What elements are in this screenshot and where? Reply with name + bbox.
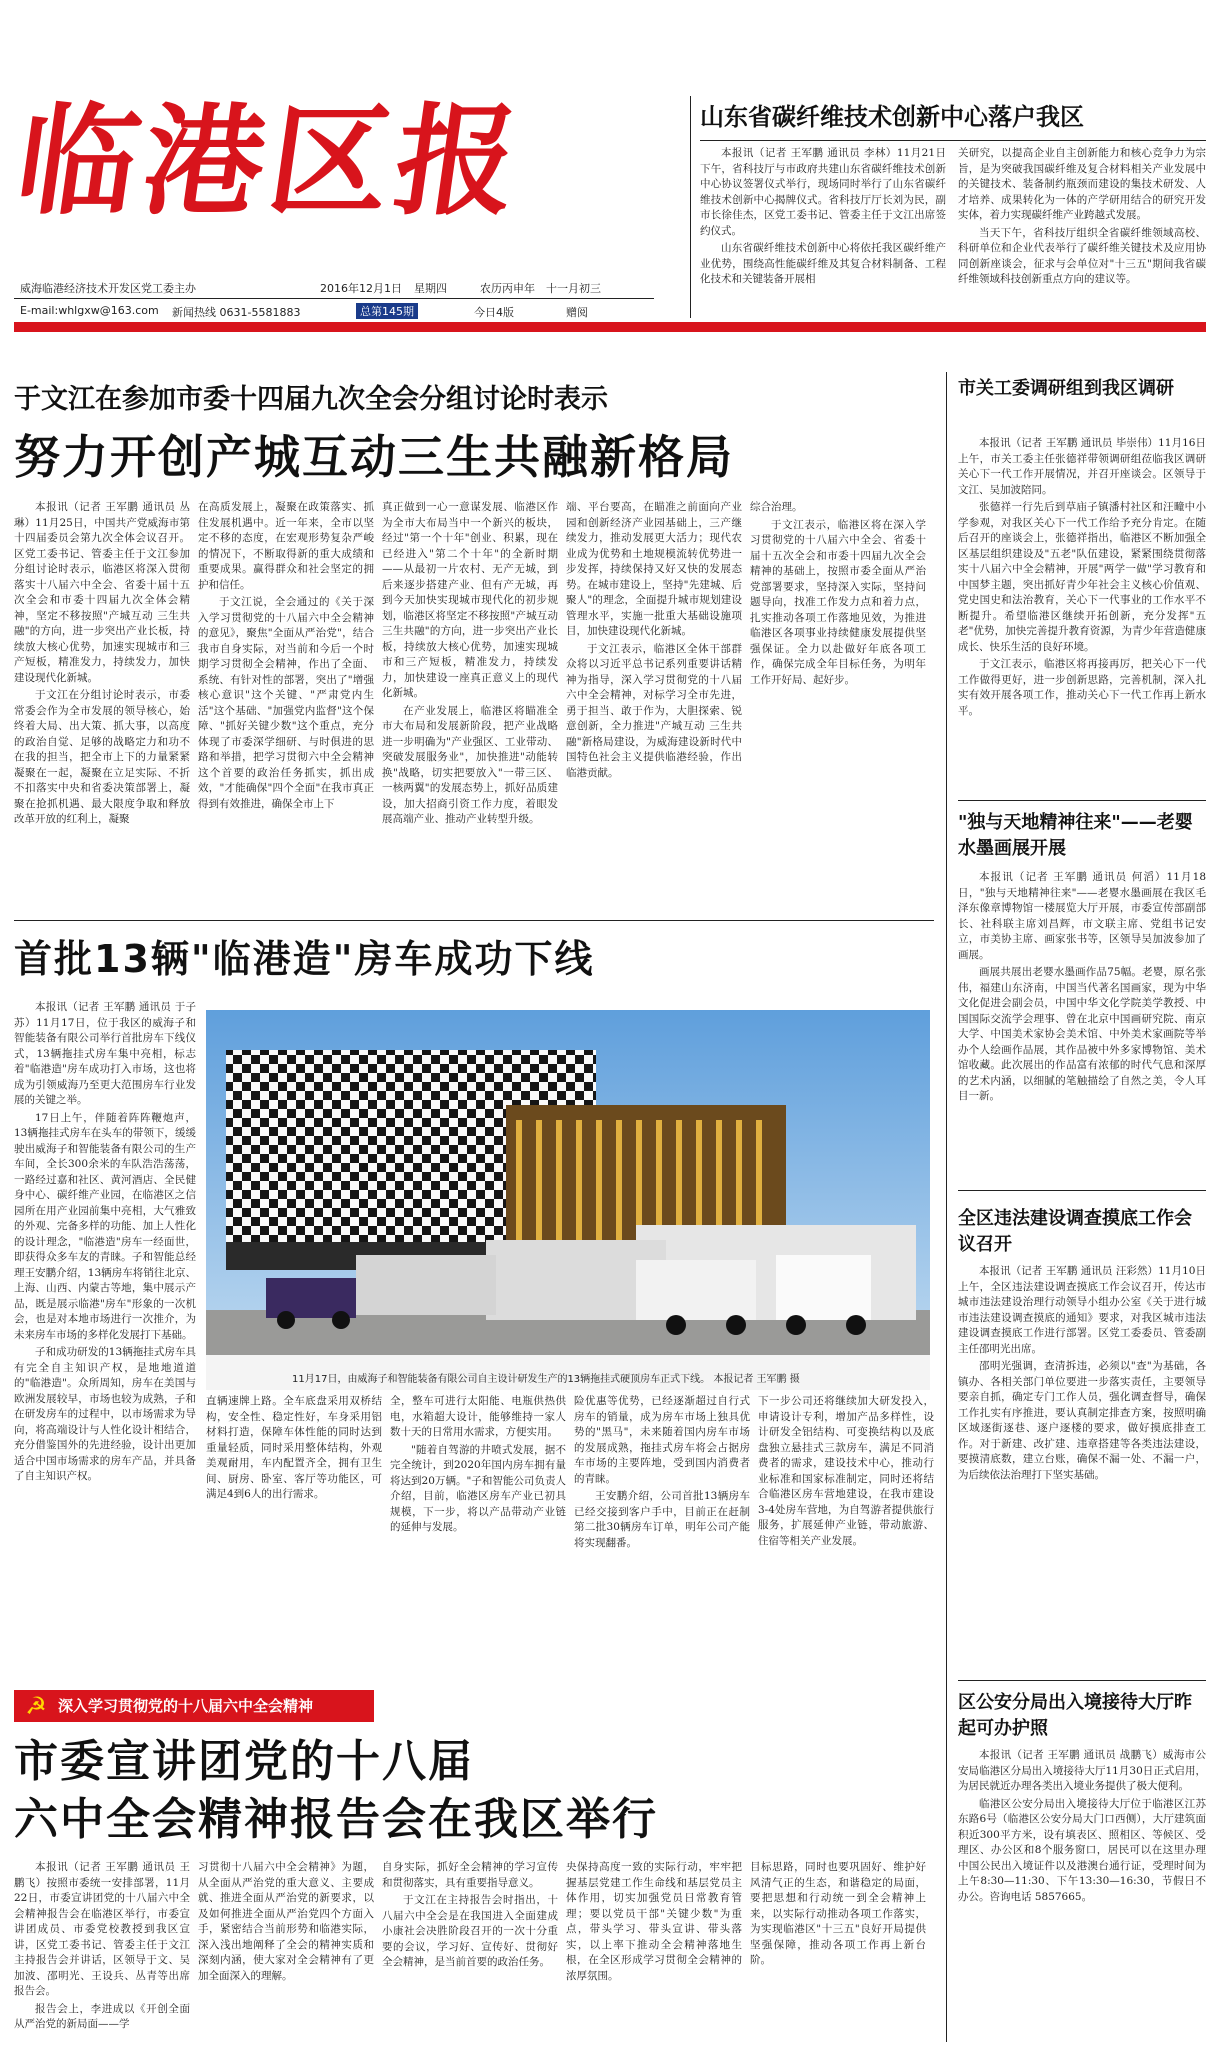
car-col-1-cont <box>14 1410 196 1704</box>
paragraph: 于文江表示，临港区将再接再厉，把关心下一代工作做得更好，进一步创新思路，完善机制，深入扎实有效开展各项工作，推动关心下一代工作再上新水平。 <box>958 658 1206 717</box>
paragraph: 本报讯（记者 王军鹏 通讯员 毕崇伟）11月16日上午，市关工委主任张德祥带领调研组莅临我区调研关心下一代工作开展情况，并召开座谈会。区领导于文江、吴加波陪同。 <box>958 437 1206 496</box>
paragraph: 本报讯（记者 王军鹏 通讯员 丛琳）11月25日，中国共产党威海市第十四届委员会第九次全体会议召开。区党工委书记、管委主任于文江参加分组讨论时表示，临港区将深入贯彻落实十八届六中全会、省委十届十五次全会和市委十四届九次全体会精神，坚定不移按照"产城互动 三生共融"的方向，进一步突出产业长板，持续放大核心优势，加速实现城市和三产短板，精准发力，持续发力，加快建设现代化新城。 <box>14 501 190 684</box>
publisher: 威海临港经济技术开发区党工委主办 <box>20 282 196 295</box>
paragraph: 张德祥一行先后到草庙子镇潘村社区和汪疃中小学参观，对我区关心下一代工作给予充分肯定。在随后召开的座谈会上，张德祥指出，临港区不断加强全区基层组织建设及"五老"队伍建设，紧紧围绕贯彻落实十八届六中全会精神，开展"两学一做"学习教育和中国梦主题，突出抓好青少年社会主义核心价值观、党史国史和法治教育，关心下一代事业的工作水平不断提升。希望临港区继续开拓创新，充分发挥"五老"优势，加快完善提升教育资源，为青少年营造健康成长、快乐生活的良好环境。 <box>958 501 1206 653</box>
right-a3-headline: 全区违法建设调查摸底工作会议召开 <box>958 1208 1192 1255</box>
paragraph: 于文江在主持报告会时指出，十八届六中全会是在我国进入全面建成小康社会决胜阶段召开的一次十分重要的会议，学习好、宣传好、贯彻好全会精神，是当前首要的政治任务。 <box>382 1894 558 1968</box>
paragraph: 下一步公司还将继续加大研发投入，申请设计专利，增加产品多样性，设计研发全铝结构、可变换结构以及底盘独立悬挂式三款房车，满足不同消费者的需求，建设技术中心，推动行业标准和国家标准制定，同时还将结合临港区房车营地建设，在我市建设3-4处房车营地，为自驾游者提供旅行服务，扩展延伸产业链，带动旅游、住宿等相关产业发展。 <box>758 1395 934 1547</box>
paragraph: 本报讯（记者 王军鹏 通讯员 汪彩然）11月10日上午，全区违法建设调查摸底工作会议召开，传达市城市违法建设治理行动领导小组办公室《关于进行城市违法建设调查摸底的通知》要求，对我区城市违法建设调查摸底工作进行部署。区党工委委员、管委副主任邵明光出席。 <box>958 1265 1206 1355</box>
bottom-headline-2: 六中全会精神报告会在我区举行 <box>14 1794 658 1845</box>
top-right-headline: 山东省碳纤维技术创新中心落户我区 <box>700 103 1084 131</box>
party-emblem-icon: ☭ <box>25 1692 47 1720</box>
paragraph: 全，整车可进行太阳能、电瓶供热供电，水箱超大设计，能够维持一家人数十天的日常用水需求，方便实用。 <box>390 1395 566 1438</box>
lead-col-3 <box>382 500 558 906</box>
news-hotline: 新闻热线 0631-5581883 <box>172 306 301 319</box>
paragraph: 于文江在分组讨论时表示，市委常委会作为全市发展的领导核心，始终着大局、出大策、抓大事，以高度的政治自觉、足够的战略定力和功不在我的担当，把全市上下的力量紧紧凝聚在一起，凝聚在立足实际、不折不扣落实中央和省委决策部署上，凝聚在抢抓机遇、最大限度争取和释放改革开放的红利上，凝聚 <box>14 689 190 825</box>
paragraph: 于文江表示，临港区全体干部群众将以习近平总书记系列重要讲话精神为指导，深入学习贯彻党的十八届六中全会精神，对标学习全市先进，勇于担当、敢于作为，大胆探索、锐意创新，全力推进"产城互动 三生共融"新格局建设，为威海建设新时代中国特色社会主义提供临港经验，作出临港贡献。 <box>566 642 742 779</box>
right-a2-body <box>958 870 1206 1180</box>
bottom-col-5 <box>750 1860 926 2050</box>
lead-col-5 <box>750 500 926 906</box>
page-count: 今日4版 <box>474 306 514 319</box>
paragraph: 本报讯（记者 王军鹏 通讯员 于子苏）11月17日，位于我区的威海子和智能装备有限公司举行首批房车下线仪式，13辆拖挂式房车集中亮相，标志着"临港造"房车成功打入市场，这也将成为引领威海乃至更大范围房车行业发展的关键之举。 <box>14 1001 196 1106</box>
right-a1-headline: 市关工委调研组到我区调研 <box>958 378 1174 399</box>
paragraph: 17日上午，伴随着阵阵鞭炮声，13辆拖挂式房车在头车的带领下，缓缓驶出威海子和智能装备有限公司的生产车间，全长300余米的车队浩浩荡荡，一路经过嘉和社区、黄河酒店、全民健身中心、碳纤维产业园，在临港区之信园所在用产业园前集中亮相，大气雅致的外观、完备多样的功能、加上人性化的设计理念，"临港造"房车一经面世，即获得众多车友的青睐。子和智能总经理王安鹏介绍，13辆房车将销往北京、上海、山西、内蒙古等地，集中展示产品，既是展示临港"房车"形象的一次机会，也是对本地市场进行一次推介，为未来房车市场的多样化发展打下基础。 <box>14 1111 196 1341</box>
paragraph: 险优惠等优势，已经逐渐超过自行式房车的销量，成为房车市场上独具优势的"黑马"，未来随着国内房车市场的发展成熟，拖挂式房车将会占据房车市场的主要阵地，受到国内消费者的青睐。 <box>574 1395 750 1485</box>
paragraph: 临港区公安分局出入境接待大厅位于临港区江苏东路6号（临港区公安分局大门口西侧），大厅建筑面积近300平方米，设有填表区、照相区、等候区、受理区、办公区和8个服务窗口，居民可以在这里办理中国公民出入境证件以及港澳台通行证，受理时间为上午8:30—11:30、下午13:30—16:30，节假日不办公。咨询电话 5857665。 <box>958 1797 1206 1903</box>
paragraph: 本报讯（记者 王军鹏 通讯员 何滔）11月18日，"独与天地精神往来"——老婴水墨画展在我区毛泽东像章博物馆一楼展览大厅开展，市委宣传部副部长、社科联主席刘昌辉，市文联主席、党组书记安立，市美协主席、画家张书等，区领导吴加波参加了画展。 <box>958 871 1206 961</box>
paragraph: 本报讯（记者 王军鹏 通讯员 王鹏飞）按照市委统一安排部署，11月22日，市委宣讲团党的十八届六中全会精神报告会在临港区举行，市委宣讲团成员、市委党校教授到我区宣讲，区党工委书记、管委主任于文江主持报告会并讲话，区领导于文、吴加波、邵明光、王设兵、丛青等出席报告会。 <box>14 1861 190 1997</box>
paragraph: 报告会上，李进成以《开创全面从严治党的新局面——学 <box>14 2002 190 2030</box>
bottom-col-3 <box>382 1860 558 2050</box>
bottom-headline-1: 市委宣讲团党的十八届 <box>14 1736 474 1787</box>
paragraph: 山东省碳纤维技术创新中心将依托我区碳纤维产业优势，围绕高性能碳纤维及其复合材料制备、工程化技术和关键装备开展相 <box>700 242 946 285</box>
right-a2-headline: "独与天地精神往来"——老婴水墨画展开展 <box>958 812 1193 859</box>
photo-caption: 11月17日，由威海子和智能装备有限公司自主设计研发生产的13辆拖挂式硬顶房车正式下线。 本报记者 王军鹏 摄 <box>292 1374 800 1385</box>
paragraph: 目标思路，同时也要巩固好、维护好风清气正的生态，和谐稳定的局面，要把思想和行动统一到全会精神上来，以实际行动推动各项工作落实，为实现临港区"十三五"良好开局提供坚强保障，推动各项工作再上新台阶。 <box>750 1861 926 1966</box>
lead-col-2 <box>198 500 374 906</box>
top-right-col-1 <box>700 146 946 316</box>
paragraph: 关研究，以提高企业自主创新能力和核心竞争力为宗旨，是为突破我国碳纤维及复合材料相关产业发展中的关键技术、装备制约瓶颈而建设的集技术研发、人才培养、成果转化为一体的产学研用结合的研究开发实体，着力实现碳纤维产业跨越式发展。 <box>958 147 1206 221</box>
theme-banner <box>14 1690 374 1722</box>
paragraph: 当天下午，省科技厅组织全省碳纤维领域高校、科研单位和企业代表举行了碳纤维关键技术及应用协同创新座谈会，征求与会单位对"十三五"期间我省碳纤维领域科技创新重点方向的建议等。 <box>958 226 1206 285</box>
lead-headline: 努力开创产城互动三生共融新格局 <box>14 430 734 484</box>
banner-label: 深入学习贯彻党的十八届六中全会精神 <box>58 1697 314 1715</box>
paragraph: 真正做到一心一意谋发展、临港区作为全市大布局当中一个新兴的板块，经过"第一个十年"创业、积累，现在已经进入"第二个十年"的全新时期——从最初一片农村、无产无城，到后来逐步搭建产业、但有产无城，再到今天加快实现城市现代化的初步规划，临港区将坚定不移按照"产城互动 三生共融"的方向，进一步突出产业长板，持续放大核心优势，加速实现城市和三产短板，精准发力，持续发力，加快建设一座真正意义上的现代化新城。 <box>382 501 558 699</box>
right-a3-body <box>958 1264 1206 1674</box>
paragraph: 央保持高度一致的实际行动，牢牢把握基层党建工作生命线和基层党员主体作用，切实加强党员日常教育管理；要以党员干部"关键少数"为重点，带头学习、带头宣讲、带头落实，以上率下推动全会精神落地生根，在全区形成学习贯彻全会精神的浓厚氛围。 <box>566 1861 742 1982</box>
bottom-col-2 <box>198 1860 374 2050</box>
paragraph: 在高质发展上，凝聚在政策落实、抓住发展机遇中。近一年来，全市以坚定不移的态度，在宏观形势复杂严峻的情况下，不断取得新的重大成绩和重要成果。赢得群众和社会坚定的拥护和信任。 <box>198 501 374 591</box>
car-headline: 首批13辆"临港造"房车成功下线 <box>14 937 595 981</box>
lead-col-4 <box>566 500 742 906</box>
contact-email: E-mail:whlgxw@163.com <box>20 304 159 317</box>
car-col-4 <box>574 1394 750 1704</box>
lunar-date: 农历丙申年 十一月初三 <box>480 282 601 295</box>
paragraph: 直辆速牌上路。全车底盘采用双桥结构，安全性、稳定性好，车身采用铝材料打造，保障车体性能的同时达到重量轻质，同时采用整体结构，外观美观耐用，车内配置齐全，拥有卫生间、厨房、卧室、客厅等功能区，可满足4到6人的出行需求。 <box>206 1395 382 1500</box>
bottom-col-4 <box>566 1860 742 2050</box>
paragraph: 习贯彻十八届六中全会精神》为题，从全面从严治党的重大意义、主要成就、推进全面从严治党的新要求，以及如何推进全面从严治党四个方面入手，紧密结合当前形势和临港实际，深入浅出地阐释了全会的精神实质和深刻内涵，使大家对全会精神有了更加全面深入的理解。 <box>198 1861 374 1982</box>
issue-weekday: 星期四 <box>414 282 447 295</box>
masthead-divider <box>14 322 1206 332</box>
paragraph: 于文江表示，临港区将在深入学习贯彻党的十八届六中全会、省委十届十五次全会和市委十四届九次全会精神的基础上，按照市委全面从严治党部署要求，坚持深入实际，坚持问题导向，找准工作发力点和着力点，扎实推动各项工作落地见效，为推进临港区各项事业持续健康发展提供坚强保证。全力以赴做好年底各项工作，确保完成全年目标任务，为明年工作开好局、起好步。 <box>750 518 926 686</box>
car-col-3 <box>390 1394 566 1704</box>
issue-date: 2016年12月1日 <box>320 282 402 295</box>
paragraph: 邵明光强调，查清拆违，必须以"查"为基础，各镇办、各相关部门单位要进一步落实责任，主要领导要亲自抓，确定专门工作人员，强化调查督导，确保工作扎实有序推进，要认真制定排查方案，按照明确区域逐街逐巷、逐户逐楼的要求，做好摸底排查工作。对于新建、改扩建、违章搭建等各类违法建设，要摸清底数，建立台账，确保不漏一处、不漏一户，为后续依法治理打下坚实基础。 <box>958 1360 1206 1481</box>
paragraph: 本报讯（记者 王军鹏 通讯员 战鹏飞）威海市公安局临港区分局出入境接待大厅11月30日正式启用，为居民就近办理各类出入境业务提供了极大便利。 <box>958 1749 1206 1792</box>
paragraph: 本报讯（记者 王军鹏 通讯员 李林）11月21日下午，省科技厅与市政府共建山东省碳纤维技术创新中心协议签署仪式举行，现场同时举行了山东省碳纤维技术创新中心揭牌仪式。省科技厅厅长刘为民，副市长徐佳杰，区党工委书记、管委主任于文江出席签约仪式。 <box>700 147 946 237</box>
right-a1-body <box>958 436 1206 796</box>
free-copy: 赠阅 <box>566 306 588 319</box>
bottom-col-1 <box>14 1860 190 2050</box>
masthead-logo: 临港区报 <box>8 93 532 232</box>
lead-kicker: 于文江在参加市委十四届九次全会分组讨论时表示 <box>14 384 608 415</box>
right-a4-body <box>958 1748 1206 2048</box>
paragraph: 于文江说，全会通过的《关于深入学习贯彻党的十八届六中全会精神的意见》，聚焦"全面从严治党"，结合我市自身实际，对当前和今后一个时期学习贯彻全会精神，作出了全面、系统、有针对性的部署，突出了"增强核心意识"这个关键、"严肃党内生活"这个基础、"加强党内监督"这个保障、"抓好关键少数"这个重点，充分体现了市委深学细研、与时俱进的思路和举措，把学习贯彻六中全会精神这个首要的政治任务抓实，抓出成效，"才能确保"四个全面"在我市真正得到有效推进，确保全市上下 <box>198 596 374 810</box>
right-a4-headline: 区公安分局出入境接待大厅昨起可办护照 <box>958 1692 1192 1739</box>
paragraph: 在产业发展上，临港区将瞄准全市大布局和发展新阶段，把产业战略进一步明确为"产业强区、工业带动、突破发展服务业"，加快推进"动能转换"战略，切实把要放入"一带三区、一核两翼"的发展态势上，抓好品质建设，加大招商引资工作力度，着眼发展高端产业、推动产业转型升级。 <box>382 704 558 825</box>
rv-launch-photo <box>206 1010 930 1390</box>
lead-col-1 <box>14 500 190 906</box>
paragraph: 自身实际，抓好全会精神的学习宣传和贯彻落实，具有重要指导意义。 <box>382 1861 558 1889</box>
top-right-col-2 <box>958 146 1206 316</box>
car-col-1 <box>14 1000 196 1482</box>
paragraph: 综合治理。 <box>750 501 803 513</box>
paragraph: 画展共展出老婴水墨画作品75幅。老婴，原名张伟，福建山东济南，中国当代著名国画家，现为中华文化促进会副会员，中国中华文化学院美学教授、中国国际交流学会理事、曾在北京中国画研究院、南京大学、中国美术家协会美术馆、中外美术家画院等举办个人绘画作品展，其作品被中外多家博物馆、美术馆收藏。此次展出的作品富有浓郁的时代气息和深厚的艺术内涵，以细腻的笔触描绘了自然之美，令人耳目一新。 <box>958 966 1206 1102</box>
car-col-2 <box>206 1394 382 1704</box>
paragraph: 端、平台要高，在瞄准之前面向产业园和创新经济产业园基础上，三产继续发力，推动发展更大活力；现代农业成为优势和土地规模流转优势进一步发挥，持续保持又好又快的发展态势。在城市建设上，坚持"先建城、后聚人"的理念，全面提升城市规划建设管理水平，实施一批重大基础设施项目，加快建设现代化新城。 <box>566 501 742 637</box>
paragraph: 王安鹏介绍，公司首批13辆房车已经交接到客户手中，目前正在赶制第二批30辆房车订单，明年公司产能将实现翻番。 <box>574 1490 750 1549</box>
paragraph: "随着自驾游的井喷式发展，据不完全统计，到2020年国内房车拥有量将达到20万辆。"子和智能公司负责人介绍，目前，临港区房车产业已初具规模，下一步，将以产品带动产业链的延伸与发展。 <box>390 1443 566 1533</box>
issue-number: 总第145期 <box>356 303 418 319</box>
paragraph: 子和成功研发的13辆拖挂式房车具有完全自主知识产权，是地地道道的"临港造"。众所周知，房车在美国与欧洲发展较早，市场也较为成熟，子和在研发房车的过程中，以市场需求为导向，将高端设计与人性化设计相结合，充分借鉴国外的先进经验，设计出更加适合中国市场需求的房车产品，并具备了自主知识产权。 <box>14 1346 196 1482</box>
car-col-5 <box>758 1394 934 1704</box>
